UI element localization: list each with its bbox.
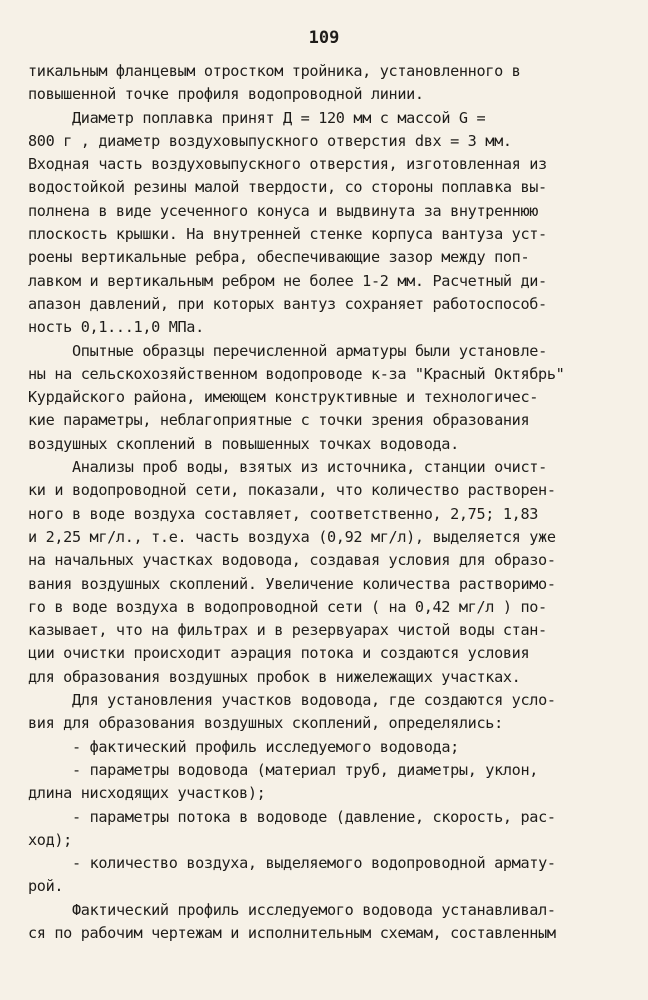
text-line: Диаметр поплавка принят Д = 120 мм с массой G = bbox=[72, 108, 486, 127]
text-line: рой. bbox=[28, 877, 64, 896]
text-line: Для установления участков водовода, где создаются усло- bbox=[72, 691, 556, 710]
text-line: полнена в виде усеченного конуса и выдвинута за внутреннюю bbox=[28, 201, 539, 220]
text-line: лавком и вертикальным ребром не более 1-2 мм. Расчетный ди- bbox=[28, 271, 547, 290]
text-line: го в воде воздуха в водопроводной сети ( на 0,42 мг/л ) по- bbox=[28, 597, 547, 616]
text-line: плоскость крышки. На внутренней стенке корпуса вантуза уст- bbox=[28, 225, 547, 244]
text-line: - количество воздуха, выделяемого водопроводной армату- bbox=[72, 854, 556, 873]
body-text bbox=[28, 60, 624, 945]
text-line: ход); bbox=[28, 830, 72, 849]
text-line: вания воздушных скоплений. Увеличение количества растворимо- bbox=[28, 574, 556, 593]
text-line: Курдайского района, имеющем конструктивные и технологичес- bbox=[28, 388, 539, 407]
text-line: воздушных скоплений в повышенных точках водовода. bbox=[28, 434, 459, 453]
text-line: вия для образования воздушных скоплений, определялись: bbox=[28, 714, 503, 733]
text-line: казывает, что на фильтрах и в резервуарах чистой воды стан- bbox=[28, 621, 547, 640]
text-line: Входная часть воздуховыпускного отверстия, изготовленная из bbox=[28, 155, 547, 174]
text-line: - параметры водовода (материал труб, диаметры, уклон, bbox=[72, 760, 539, 779]
text-line: ны на сельскохозяйственном водопроводе к-за "Красный Октябрь" bbox=[28, 364, 565, 383]
text-line: ся по рабочим чертежам и исполнительным схемам, составленным bbox=[28, 923, 556, 942]
text-line: длина нисходящих участков); bbox=[28, 784, 266, 803]
text-line: - фактический профиль исследуемого водовода; bbox=[72, 737, 459, 756]
text-line: Опытные образцы перечисленной арматуры были установле- bbox=[72, 341, 547, 360]
text-line: тикальным фланцевым отростком тройника, установленного в bbox=[28, 62, 521, 80]
text-line: для образования воздушных пробок в нижележащих участках. bbox=[28, 667, 521, 686]
text-line: ного в воде воздуха составляет, соответственно, 2,75; 1,83 bbox=[28, 504, 539, 523]
text-line: на начальных участках водовода, создавая условия для образо- bbox=[28, 551, 556, 570]
text-line: - параметры потока в водоводе (давление, скорость, рас- bbox=[72, 807, 556, 826]
text-line: повышенной точке профиля водопроводной линии. bbox=[28, 85, 424, 104]
text-line: Анализы проб воды, взятых из источника, станции очист- bbox=[72, 458, 547, 477]
text-line: кие параметры, неблагоприятные с точки зрения образования bbox=[28, 411, 530, 430]
text-line: ции очистки происходит аэрация потока и создаются условия bbox=[28, 644, 530, 663]
page-number: 109 bbox=[308, 28, 340, 48]
text-line: ки и водопроводной сети, показали, что количество растворен- bbox=[28, 481, 556, 500]
text-line: роены вертикальные ребра, обеспечивающие зазор между поп- bbox=[28, 248, 530, 267]
text-line: и 2,25 мг/л., т.е. часть воздуха (0,92 мг/л), выделяется уже bbox=[28, 527, 556, 546]
text-line: ность 0,1...1,0 МПа. bbox=[28, 318, 204, 337]
text-line: водостойкой резины малой твердости, со стороны поплавка вы- bbox=[28, 178, 547, 197]
text-line: апазон давлений, при которых вантуз сохраняет работоспособ- bbox=[28, 294, 547, 313]
text-line: 800 г , диаметр воздуховыпускного отверстия dвх = 3 мм. bbox=[28, 131, 512, 150]
text-line: Фактический профиль исследуемого водовода устанавливал- bbox=[72, 900, 556, 919]
